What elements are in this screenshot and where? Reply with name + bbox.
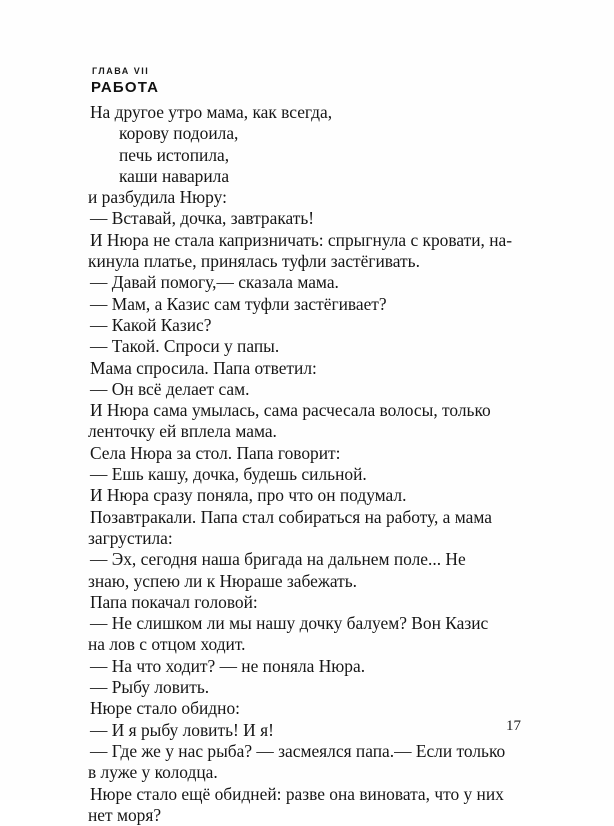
- text-line: и разбудила Нюру:: [88, 187, 227, 208]
- body-text: [90, 102, 550, 826]
- text-line: Мама спросила. Папа ответил:: [90, 357, 317, 378]
- text-line: — Такой. Спроси у папы.: [90, 336, 280, 357]
- text-line: — Эх, сегодня наша бригада на дальнем поле... Не: [90, 549, 466, 570]
- text-line: печь истопила,: [119, 144, 230, 165]
- page-number: 17: [506, 718, 521, 734]
- text-line: Папа покачал головой:: [90, 591, 258, 612]
- text-line: в луже у колодца.: [88, 762, 218, 783]
- text-line: ленточку ей вплела мама.: [88, 421, 277, 442]
- text-line: кинула платье, принялась туфли застёгивать.: [88, 251, 420, 272]
- chapter-label: ГЛАВА VII: [92, 66, 150, 76]
- text-line: — Он всё делает сам.: [90, 378, 250, 399]
- text-line: Позавтракали. Папа стал собираться на работу, а мама: [90, 506, 492, 527]
- text-line: — Рыбу ловить.: [90, 677, 210, 698]
- text-line: — Не слишком ли мы нашу дочку балуем? Вон Казис: [90, 613, 489, 634]
- text-line: Нюре стало ещё обидней: разве она виновата, что у них: [90, 783, 504, 804]
- text-line: — Мам, а Казис сам туфли застёгивает?: [90, 293, 387, 314]
- text-line: — Где же у нас рыба? — засмеялся папа.— Если только: [90, 740, 506, 761]
- text-line: — И я рыбу ловить! И я!: [90, 719, 274, 740]
- text-line: — Ешь кашу, дочка, будешь сильной.: [90, 464, 367, 485]
- text-line: загрустила:: [88, 527, 173, 548]
- text-line: И Нюра не стала капризничать: спрыгнула с кровати, на-: [90, 229, 513, 250]
- text-line: знаю, успею ли к Нюраше забежать.: [88, 570, 358, 591]
- text-line: нет моря?: [88, 804, 162, 825]
- text-line: — Какой Казис?: [90, 314, 212, 335]
- text-line: И Нюра сама умылась, сама расчесала волосы, только: [90, 400, 491, 421]
- text-line: корову подоила,: [119, 123, 239, 144]
- text-line: — Давай помогу,— сказала мама.: [90, 272, 339, 293]
- text-line: — На что ходит? — не поняла Нюра.: [90, 655, 366, 676]
- text-line: — Вставай, дочка, завтракать!: [90, 208, 315, 229]
- text-line: На другое утро мама, как всегда,: [90, 102, 333, 122]
- text-line: Нюре стало обидно:: [90, 698, 240, 719]
- chapter-title: РАБОТА: [91, 79, 160, 96]
- text-line: И Нюра сразу поняла, про что он подумал.: [90, 485, 407, 506]
- text-line: каши наварила: [119, 165, 230, 186]
- text-line: Села Нюра за стол. Папа говорит:: [90, 442, 341, 463]
- text-line: на лов с отцом ходит.: [88, 634, 246, 655]
